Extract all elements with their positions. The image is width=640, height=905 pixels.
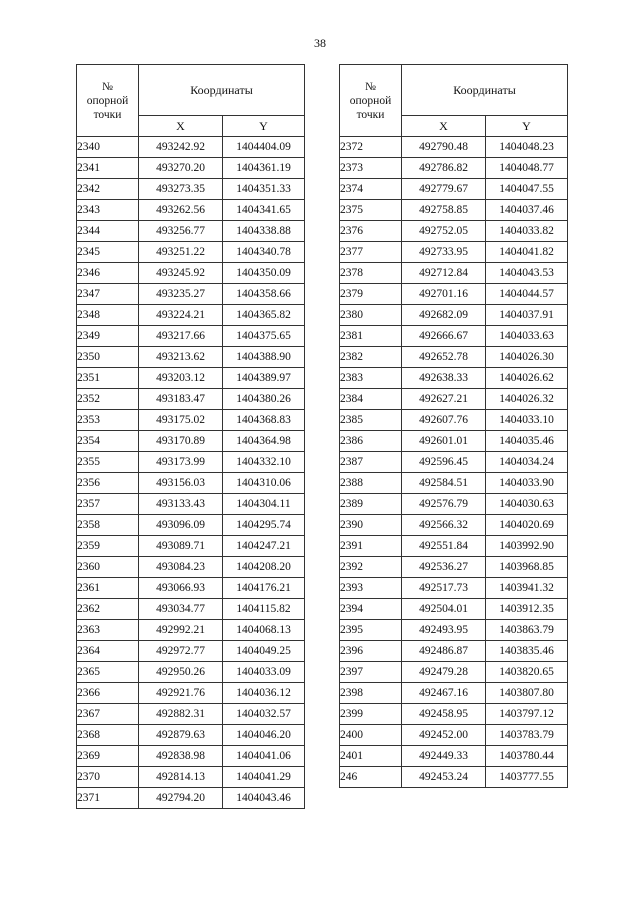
table-row [77, 620, 305, 641]
table-row [340, 662, 568, 683]
y-coordinate-cell: 1403835.46 [486, 641, 568, 662]
x-coordinate-cell: 492752.05 [402, 221, 486, 242]
table-row [77, 305, 305, 326]
y-coordinate-cell: 1404037.46 [486, 200, 568, 221]
point-number-cell: 2392 [340, 557, 402, 578]
x-coordinate-cell: 492607.76 [402, 410, 486, 431]
y-coordinate-cell: 1403992.90 [486, 536, 568, 557]
table-row [77, 683, 305, 704]
x-coordinate-cell: 492879.63 [139, 725, 223, 746]
y-coordinate-cell: 1404375.65 [223, 326, 305, 347]
point-number-cell: 2386 [340, 431, 402, 452]
y-coordinate-cell: 1403797.12 [486, 704, 568, 725]
y-coordinate-cell: 1404380.26 [223, 389, 305, 410]
point-number-cell: 2354 [77, 431, 139, 452]
point-number-cell: 2344 [77, 221, 139, 242]
x-header: X [402, 116, 486, 137]
point-number-cell: 2346 [77, 263, 139, 284]
table-row [340, 179, 568, 200]
y-coordinate-cell: 1404310.06 [223, 473, 305, 494]
x-coordinate-cell: 492786.82 [402, 158, 486, 179]
point-number-cell: 2369 [77, 746, 139, 767]
x-coordinate-cell: 492790.48 [402, 137, 486, 158]
x-coordinate-cell: 493273.35 [139, 179, 223, 200]
coordinates-header: Координаты [402, 65, 568, 116]
y-coordinate-cell: 1404026.32 [486, 389, 568, 410]
point-number-cell: 2397 [340, 662, 402, 683]
y-coordinate-cell: 1404247.21 [223, 536, 305, 557]
x-coordinate-cell: 493217.66 [139, 326, 223, 347]
x-coordinate-cell: 492596.45 [402, 452, 486, 473]
x-coordinate-cell: 492452.00 [402, 725, 486, 746]
x-coordinate-cell: 493245.92 [139, 263, 223, 284]
y-coordinate-cell: 1403807.80 [486, 683, 568, 704]
y-coordinate-cell: 1403863.79 [486, 620, 568, 641]
x-coordinate-cell: 493203.12 [139, 368, 223, 389]
y-coordinate-cell: 1404208.20 [223, 557, 305, 578]
x-coordinate-cell: 492453.24 [402, 767, 486, 788]
y-coordinate-cell: 1404037.91 [486, 305, 568, 326]
y-coordinate-cell: 1403780.44 [486, 746, 568, 767]
y-coordinate-cell: 1404304.11 [223, 494, 305, 515]
x-coordinate-cell: 493173.99 [139, 452, 223, 473]
point-number-cell: 2348 [77, 305, 139, 326]
y-coordinate-cell: 1404389.97 [223, 368, 305, 389]
x-coordinate-cell: 493089.71 [139, 536, 223, 557]
table-row [340, 284, 568, 305]
point-number-cell: 2359 [77, 536, 139, 557]
point-number-header: № опорной точки [77, 65, 139, 137]
point-number-cell: 2349 [77, 326, 139, 347]
y-coordinate-cell: 1403941.32 [486, 578, 568, 599]
x-coordinate-cell: 493066.93 [139, 578, 223, 599]
table-row [340, 641, 568, 662]
table-row [340, 410, 568, 431]
point-number-cell: 2391 [340, 536, 402, 557]
point-number-cell: 2396 [340, 641, 402, 662]
y-coordinate-cell: 1404044.57 [486, 284, 568, 305]
table-row [77, 767, 305, 788]
x-coordinate-cell: 492794.20 [139, 788, 223, 809]
point-number-cell: 2383 [340, 368, 402, 389]
y-coordinate-cell: 1404368.83 [223, 410, 305, 431]
y-coordinate-cell: 1404048.77 [486, 158, 568, 179]
point-number-cell: 2393 [340, 578, 402, 599]
x-coordinate-cell: 492814.13 [139, 767, 223, 788]
x-coordinate-cell: 493156.03 [139, 473, 223, 494]
y-coordinate-cell: 1404035.46 [486, 431, 568, 452]
table-row [77, 452, 305, 473]
y-coordinate-cell: 1404358.66 [223, 284, 305, 305]
table-row [77, 284, 305, 305]
y-coordinate-cell: 1404041.82 [486, 242, 568, 263]
point-number-cell: 2394 [340, 599, 402, 620]
x-coordinate-cell: 493170.89 [139, 431, 223, 452]
table-row [340, 557, 568, 578]
table-body-right [340, 137, 568, 788]
y-coordinate-cell: 1404350.09 [223, 263, 305, 284]
y-coordinate-cell: 1404046.20 [223, 725, 305, 746]
point-number-cell: 2352 [77, 389, 139, 410]
x-coordinate-cell: 493242.92 [139, 137, 223, 158]
y-coordinate-cell: 1404032.57 [223, 704, 305, 725]
x-coordinate-cell: 492504.01 [402, 599, 486, 620]
x-coordinate-cell: 492566.32 [402, 515, 486, 536]
point-number-header: № опорной точки [340, 65, 402, 137]
x-coordinate-cell: 492493.95 [402, 620, 486, 641]
table-row [77, 179, 305, 200]
y-coordinate-cell: 1404388.90 [223, 347, 305, 368]
y-coordinate-cell: 1404041.06 [223, 746, 305, 767]
point-number-cell: 2372 [340, 137, 402, 158]
point-number-cell: 2360 [77, 557, 139, 578]
point-number-cell: 2379 [340, 284, 402, 305]
table-row [340, 599, 568, 620]
x-coordinate-cell: 492517.73 [402, 578, 486, 599]
point-number-cell: 2389 [340, 494, 402, 515]
x-coordinate-cell: 492627.21 [402, 389, 486, 410]
y-coordinate-cell: 1404034.24 [486, 452, 568, 473]
x-coordinate-cell: 492536.27 [402, 557, 486, 578]
table-row [77, 389, 305, 410]
x-coordinate-cell: 492601.01 [402, 431, 486, 452]
coordinates-header: Координаты [139, 65, 305, 116]
x-coordinate-cell: 492666.67 [402, 326, 486, 347]
x-coordinate-cell: 493175.02 [139, 410, 223, 431]
y-coordinate-cell: 1403820.65 [486, 662, 568, 683]
table-row [340, 746, 568, 767]
x-coordinate-cell: 493133.43 [139, 494, 223, 515]
table-row [340, 242, 568, 263]
x-coordinate-cell: 492992.21 [139, 620, 223, 641]
point-number-cell: 2367 [77, 704, 139, 725]
table-row [77, 599, 305, 620]
point-number-cell: 2381 [340, 326, 402, 347]
x-coordinate-cell: 493213.62 [139, 347, 223, 368]
point-number-cell: 2400 [340, 725, 402, 746]
point-number-cell: 2401 [340, 746, 402, 767]
point-number-cell: 2355 [77, 452, 139, 473]
table-row [340, 389, 568, 410]
table-row [340, 305, 568, 326]
x-coordinate-cell: 492449.33 [402, 746, 486, 767]
y-coordinate-cell: 1404033.82 [486, 221, 568, 242]
y-coordinate-cell: 1404115.82 [223, 599, 305, 620]
table-row [77, 788, 305, 809]
point-number-cell: 2364 [77, 641, 139, 662]
table-row [340, 725, 568, 746]
x-coordinate-cell: 492733.95 [402, 242, 486, 263]
table-row [77, 200, 305, 221]
x-coordinate-cell: 493235.27 [139, 284, 223, 305]
point-number-cell: 2341 [77, 158, 139, 179]
point-number-cell: 2357 [77, 494, 139, 515]
x-coordinate-cell: 493270.20 [139, 158, 223, 179]
y-coordinate-cell: 1403912.35 [486, 599, 568, 620]
table-row [77, 515, 305, 536]
point-number-cell: 246 [340, 767, 402, 788]
point-number-cell: 2340 [77, 137, 139, 158]
table-row [77, 578, 305, 599]
x-coordinate-cell: 493096.09 [139, 515, 223, 536]
y-coordinate-cell: 1404338.88 [223, 221, 305, 242]
x-coordinate-cell: 492712.84 [402, 263, 486, 284]
y-coordinate-cell: 1404030.63 [486, 494, 568, 515]
table-row [340, 263, 568, 284]
point-number-cell: 2345 [77, 242, 139, 263]
table-row [77, 746, 305, 767]
y-coordinate-cell: 1404036.12 [223, 683, 305, 704]
point-number-cell: 2373 [340, 158, 402, 179]
table-row [77, 431, 305, 452]
y-coordinate-cell: 1404068.13 [223, 620, 305, 641]
table-row [77, 158, 305, 179]
x-coordinate-cell: 492638.33 [402, 368, 486, 389]
table-row [340, 683, 568, 704]
x-coordinate-cell: 492467.16 [402, 683, 486, 704]
point-number-cell: 2388 [340, 473, 402, 494]
page-number: 38 [314, 36, 326, 50]
y-coordinate-cell: 1404365.82 [223, 305, 305, 326]
x-coordinate-cell: 492838.98 [139, 746, 223, 767]
x-coordinate-cell: 492682.09 [402, 305, 486, 326]
point-number-cell: 2361 [77, 578, 139, 599]
table-row [340, 326, 568, 347]
x-coordinate-cell: 493224.21 [139, 305, 223, 326]
point-number-cell: 2378 [340, 263, 402, 284]
x-coordinate-cell: 492779.67 [402, 179, 486, 200]
table-row [340, 452, 568, 473]
table-row [340, 200, 568, 221]
y-coordinate-cell: 1404026.62 [486, 368, 568, 389]
table-row [340, 536, 568, 557]
y-coordinate-cell: 1404033.63 [486, 326, 568, 347]
table-row [77, 725, 305, 746]
y-coordinate-cell: 1404047.55 [486, 179, 568, 200]
table-row [340, 473, 568, 494]
x-coordinate-cell: 493084.23 [139, 557, 223, 578]
table-row [340, 767, 568, 788]
point-number-cell: 2347 [77, 284, 139, 305]
table-row [77, 410, 305, 431]
y-coordinate-cell: 1404020.69 [486, 515, 568, 536]
point-number-cell: 2385 [340, 410, 402, 431]
point-number-cell: 2380 [340, 305, 402, 326]
x-coordinate-cell: 493262.56 [139, 200, 223, 221]
table-body-left [77, 137, 305, 809]
y-coordinate-cell: 1403783.79 [486, 725, 568, 746]
table-row [77, 242, 305, 263]
point-number-cell: 2375 [340, 200, 402, 221]
point-number-cell: 2356 [77, 473, 139, 494]
y-coordinate-cell: 1404332.10 [223, 452, 305, 473]
point-number-cell: 2365 [77, 662, 139, 683]
y-coordinate-cell: 1404043.46 [223, 788, 305, 809]
table-row [77, 494, 305, 515]
x-coordinate-cell: 492758.85 [402, 200, 486, 221]
y-coordinate-cell: 1404295.74 [223, 515, 305, 536]
table-row [77, 641, 305, 662]
y-coordinate-cell: 1404341.65 [223, 200, 305, 221]
table-row [340, 494, 568, 515]
point-number-cell: 2399 [340, 704, 402, 725]
point-number-cell: 2350 [77, 347, 139, 368]
point-number-cell: 2353 [77, 410, 139, 431]
x-coordinate-cell: 492576.79 [402, 494, 486, 515]
point-number-cell: 2390 [340, 515, 402, 536]
x-coordinate-cell: 493034.77 [139, 599, 223, 620]
y-coordinate-cell: 1404340.78 [223, 242, 305, 263]
point-number-cell: 2387 [340, 452, 402, 473]
y-coordinate-cell: 1404351.33 [223, 179, 305, 200]
point-number-cell: 2362 [77, 599, 139, 620]
table-row [77, 662, 305, 683]
y-header: Y [486, 116, 568, 137]
y-coordinate-cell: 1404033.10 [486, 410, 568, 431]
x-coordinate-cell: 493256.77 [139, 221, 223, 242]
point-number-cell: 2342 [77, 179, 139, 200]
y-coordinate-cell: 1404364.98 [223, 431, 305, 452]
table-row [77, 347, 305, 368]
table-row [77, 368, 305, 389]
table-row [340, 620, 568, 641]
point-number-cell: 2371 [77, 788, 139, 809]
table-row [77, 704, 305, 725]
x-coordinate-cell: 492652.78 [402, 347, 486, 368]
x-coordinate-cell: 492479.28 [402, 662, 486, 683]
y-coordinate-cell: 1404043.53 [486, 263, 568, 284]
table-row [77, 557, 305, 578]
x-coordinate-cell: 492486.87 [402, 641, 486, 662]
point-number-cell: 2343 [77, 200, 139, 221]
x-coordinate-cell: 492972.77 [139, 641, 223, 662]
point-number-cell: 2398 [340, 683, 402, 704]
table-row [340, 347, 568, 368]
point-number-cell: 2358 [77, 515, 139, 536]
x-coordinate-cell: 493183.47 [139, 389, 223, 410]
table-row [77, 221, 305, 242]
y-coordinate-cell: 1404026.30 [486, 347, 568, 368]
y-coordinate-cell: 1404361.19 [223, 158, 305, 179]
table-row [340, 704, 568, 725]
table-row [77, 536, 305, 557]
coordinates-table-left [76, 64, 305, 809]
y-coordinate-cell: 1404033.09 [223, 662, 305, 683]
point-number-cell: 2351 [77, 368, 139, 389]
point-number-cell: 2374 [340, 179, 402, 200]
point-number-cell: 2384 [340, 389, 402, 410]
x-coordinate-cell: 492882.31 [139, 704, 223, 725]
y-coordinate-cell: 1404033.90 [486, 473, 568, 494]
table-row [340, 431, 568, 452]
x-coordinate-cell: 492551.84 [402, 536, 486, 557]
y-coordinate-cell: 1404049.25 [223, 641, 305, 662]
point-number-cell: 2370 [77, 767, 139, 788]
point-number-cell: 2382 [340, 347, 402, 368]
y-coordinate-cell: 1403777.55 [486, 767, 568, 788]
table-row [77, 263, 305, 284]
table-row [340, 137, 568, 158]
x-header: X [139, 116, 223, 137]
x-coordinate-cell: 492921.76 [139, 683, 223, 704]
point-number-cell: 2376 [340, 221, 402, 242]
point-number-cell: 2377 [340, 242, 402, 263]
table-row [77, 137, 305, 158]
point-number-cell: 2366 [77, 683, 139, 704]
y-coordinate-cell: 1404041.29 [223, 767, 305, 788]
coordinates-table-right [339, 64, 568, 788]
table-row [77, 326, 305, 347]
y-coordinate-cell: 1404404.09 [223, 137, 305, 158]
table-row [77, 473, 305, 494]
x-coordinate-cell: 492584.51 [402, 473, 486, 494]
x-coordinate-cell: 492701.16 [402, 284, 486, 305]
y-coordinate-cell: 1403968.85 [486, 557, 568, 578]
x-coordinate-cell: 492950.26 [139, 662, 223, 683]
y-coordinate-cell: 1404176.21 [223, 578, 305, 599]
point-number-cell: 2368 [77, 725, 139, 746]
table-row [340, 158, 568, 179]
point-number-cell: 2363 [77, 620, 139, 641]
x-coordinate-cell: 493251.22 [139, 242, 223, 263]
y-header: Y [223, 116, 305, 137]
y-coordinate-cell: 1404048.23 [486, 137, 568, 158]
point-number-cell: 2395 [340, 620, 402, 641]
table-row [340, 578, 568, 599]
x-coordinate-cell: 492458.95 [402, 704, 486, 725]
table-row [340, 368, 568, 389]
table-row [340, 221, 568, 242]
table-row [340, 515, 568, 536]
